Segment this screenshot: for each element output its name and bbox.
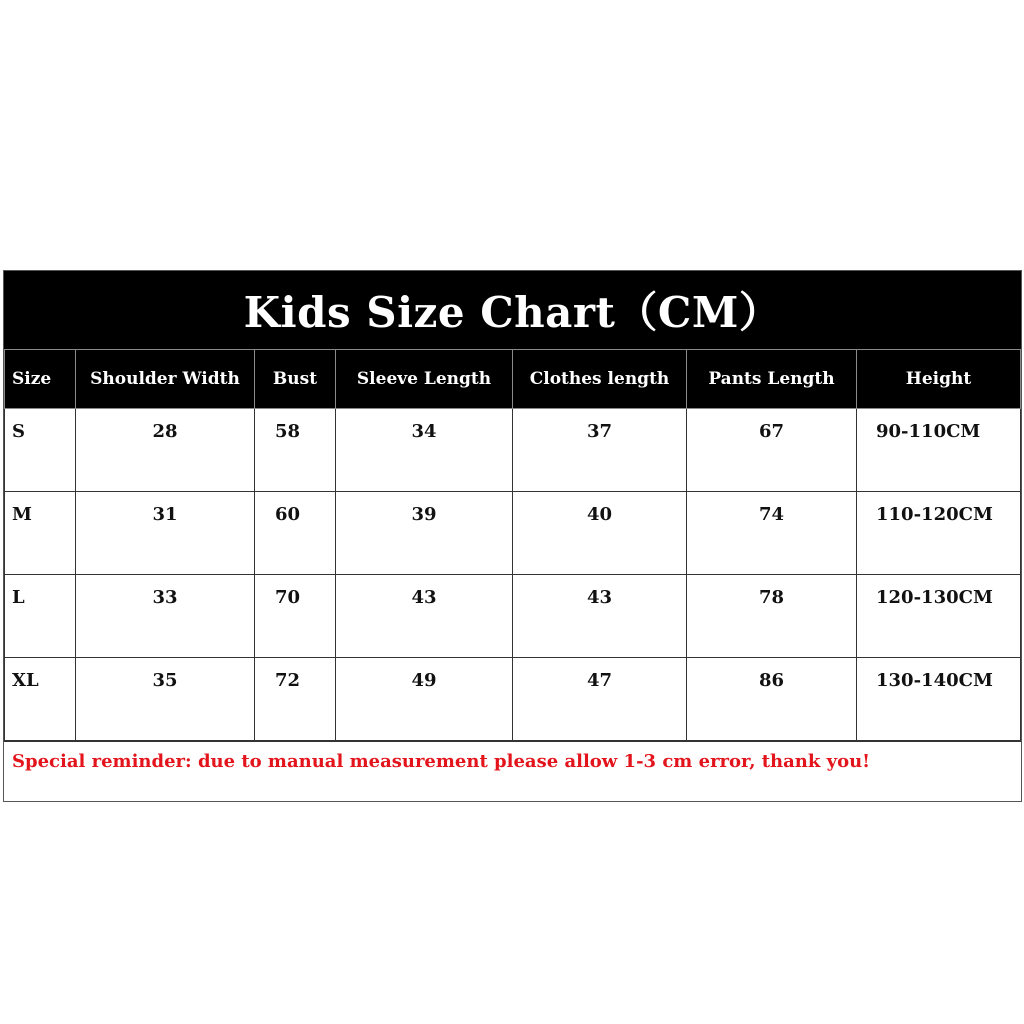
header-pants-length: Pants Length (687, 350, 857, 409)
table-row-s (5, 409, 1021, 492)
header-size: Size (5, 350, 76, 409)
cell-shoulder-width: 33 (76, 575, 255, 658)
cell-shoulder-width: 35 (76, 658, 255, 741)
special-reminder: Special reminder: due to manual measurement please allow 1-3 cm error, thank you! (4, 741, 1021, 801)
size-chart (3, 270, 1022, 802)
header-height: Height (857, 350, 1021, 409)
cell-pants-length: 67 (687, 409, 857, 492)
cell-pants-length: 74 (687, 492, 857, 575)
cell-bust: 72 (255, 658, 336, 741)
cell-bust: 58 (255, 409, 336, 492)
cell-shoulder-width: 31 (76, 492, 255, 575)
cell-sleeve-length: 49 (336, 658, 513, 741)
cell-sleeve-length: 39 (336, 492, 513, 575)
table-row-xl (5, 658, 1021, 741)
cell-shoulder-width: 28 (76, 409, 255, 492)
cell-clothes-length: 47 (513, 658, 687, 741)
cell-bust: 60 (255, 492, 336, 575)
cell-height: 120-130CM (857, 575, 1021, 658)
cell-pants-length: 78 (687, 575, 857, 658)
table-row-m (5, 492, 1021, 575)
size-table (4, 349, 1021, 741)
cell-size: S (5, 409, 76, 492)
cell-height: 110-120CM (857, 492, 1021, 575)
cell-sleeve-length: 43 (336, 575, 513, 658)
cell-sleeve-length: 34 (336, 409, 513, 492)
header-row (5, 350, 1021, 409)
cell-size: M (5, 492, 76, 575)
cell-bust: 70 (255, 575, 336, 658)
chart-title: Kids Size Chart（CM） (4, 271, 1021, 349)
cell-clothes-length: 37 (513, 409, 687, 492)
cell-pants-length: 86 (687, 658, 857, 741)
cell-size: L (5, 575, 76, 658)
cell-clothes-length: 43 (513, 575, 687, 658)
header-bust: Bust (255, 350, 336, 409)
header-shoulder-width: Shoulder Width (76, 350, 255, 409)
header-clothes-length: Clothes length (513, 350, 687, 409)
table-row-l (5, 575, 1021, 658)
cell-height: 90-110CM (857, 409, 1021, 492)
cell-size: XL (5, 658, 76, 741)
cell-clothes-length: 40 (513, 492, 687, 575)
cell-height: 130-140CM (857, 658, 1021, 741)
header-sleeve-length: Sleeve Length (336, 350, 513, 409)
